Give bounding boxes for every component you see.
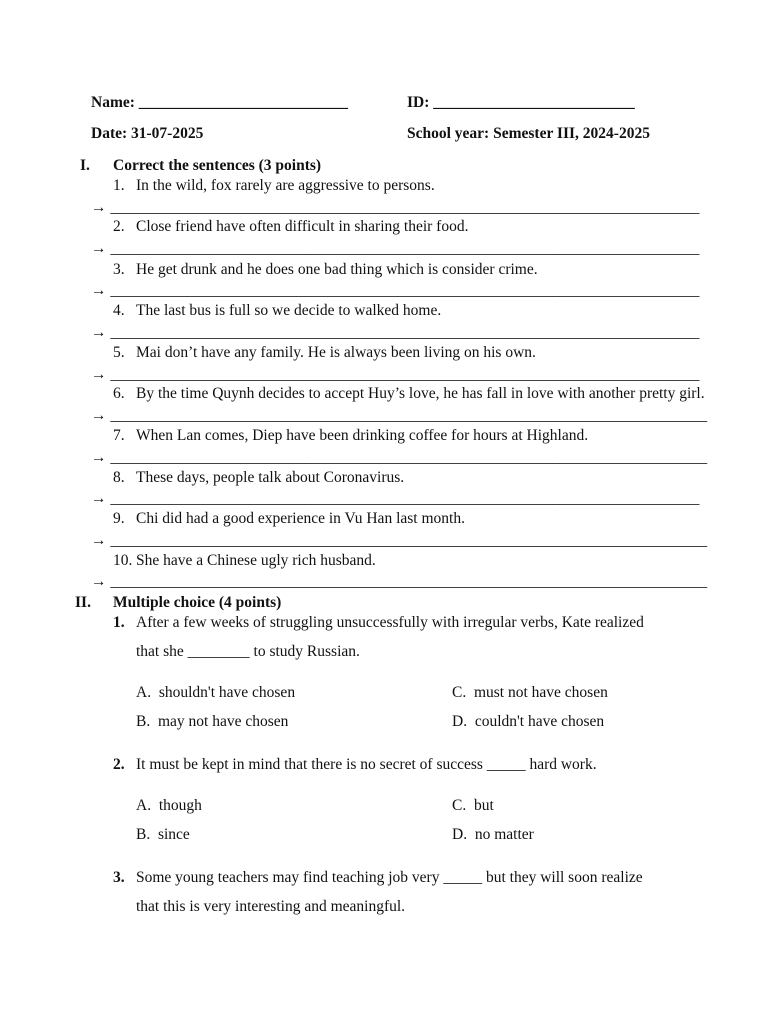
option-d xyxy=(452,826,534,844)
section-1-title: Correct the sentences (3 points) xyxy=(113,157,322,174)
sentence-text: She have a Chinese ugly rich husband. xyxy=(136,552,376,569)
option-letter: B. xyxy=(136,713,151,730)
item-number: 2. xyxy=(113,218,125,235)
option-text: may not have chosen xyxy=(157,713,289,730)
option-c xyxy=(452,797,494,815)
section-1-numeral: I. xyxy=(80,157,90,174)
answer-line: → ____________________________________________________________________________ xyxy=(91,282,700,299)
question-text-line-2: that this is very interesting and meaningful. xyxy=(136,898,406,915)
answer-line: → ____________________________________________________________________________ xyxy=(91,240,700,257)
question-number: 1. xyxy=(113,614,125,631)
item-number: 10. xyxy=(113,552,133,569)
option-d xyxy=(452,713,604,731)
option-text: though xyxy=(158,797,202,814)
item-number: 9. xyxy=(113,510,125,527)
option-letter: B. xyxy=(136,826,151,843)
item-number: 6. xyxy=(113,385,125,402)
option-letter: D. xyxy=(452,713,468,730)
question-text-line-1: It must be kept in mind that there is no secret of success _____ hard work. xyxy=(136,756,597,773)
sentence-text: The last bus is full so we decide to walked home. xyxy=(136,302,442,319)
date-label: Date: 31-07-2025 xyxy=(91,125,204,142)
option-b xyxy=(136,826,190,844)
sentence-text: Close friend have often difficult in sharing their food. xyxy=(136,218,469,235)
question-number: 2. xyxy=(113,756,125,773)
id-field-label: ID: __________________________ xyxy=(407,94,635,111)
school-year-label: School year: Semester III, 2024-2025 xyxy=(407,125,650,142)
option-c xyxy=(452,684,608,702)
item-number: 1. xyxy=(113,177,125,194)
answer-line: → _____________________________________________________________________________ xyxy=(91,532,708,549)
option-text: since xyxy=(157,826,190,843)
option-a xyxy=(136,797,202,815)
question-text-line-1: After a few weeks of struggling unsuccessfully with irregular verbs, Kate realized xyxy=(136,614,644,631)
answer-line: → _____________________________________________________________________________ xyxy=(91,407,708,424)
sentence-text: By the time Quynh decides to accept Huy’s love, he has fall in love with another pretty girl. xyxy=(136,385,705,402)
item-number: 7. xyxy=(113,427,125,444)
question-text-line-2: that she ________ to study Russian. xyxy=(136,643,360,660)
option-text: no matter xyxy=(474,826,534,843)
answer-line: → ____________________________________________________________________________ xyxy=(91,366,700,383)
sentence-text: Mai don’t have any family. He is always been living on his own. xyxy=(136,344,536,361)
option-text: but xyxy=(473,797,494,814)
option-text: couldn't have chosen xyxy=(474,713,605,730)
item-number: 3. xyxy=(113,261,125,278)
answer-line: → ____________________________________________________________________________ xyxy=(91,324,700,341)
option-letter: D. xyxy=(452,826,468,843)
question-number: 3. xyxy=(113,869,125,886)
item-number: 8. xyxy=(113,469,125,486)
option-letter: C. xyxy=(452,797,467,814)
section-2-title: Multiple choice (4 points) xyxy=(113,594,282,611)
sentence-text: He get drunk and he does one bad thing which is consider crime. xyxy=(136,261,538,278)
answer-line: → _____________________________________________________________________________ xyxy=(91,449,708,466)
sentence-text: In the wild, fox rarely are aggressive to persons. xyxy=(136,177,435,194)
option-letter: C. xyxy=(452,684,467,701)
option-b xyxy=(136,713,288,731)
option-letter: A. xyxy=(136,684,152,701)
answer-line: → _____________________________________________________________________________ xyxy=(91,573,708,590)
answer-line: → ____________________________________________________________________________ xyxy=(91,490,700,507)
item-number: 4. xyxy=(113,302,125,319)
option-text: must not have chosen xyxy=(473,684,608,701)
sentence-text: These days, people talk about Coronavirus. xyxy=(136,469,405,486)
answer-line: → ____________________________________________________________________________ xyxy=(91,199,700,216)
option-text: shouldn't have chosen xyxy=(158,684,296,701)
item-number: 5. xyxy=(113,344,125,361)
option-a xyxy=(136,684,295,702)
section-2-numeral: II. xyxy=(75,594,91,611)
sentence-text: When Lan comes, Diep have been drinking coffee for hours at Highland. xyxy=(136,427,589,444)
question-text-line-1: Some young teachers may find teaching job very _____ but they will soon realize xyxy=(136,869,643,886)
sentence-text: Chi did had a good experience in Vu Han last month. xyxy=(136,510,465,527)
option-letter: A. xyxy=(136,797,152,814)
name-field-label: Name: ___________________________ xyxy=(91,94,349,111)
